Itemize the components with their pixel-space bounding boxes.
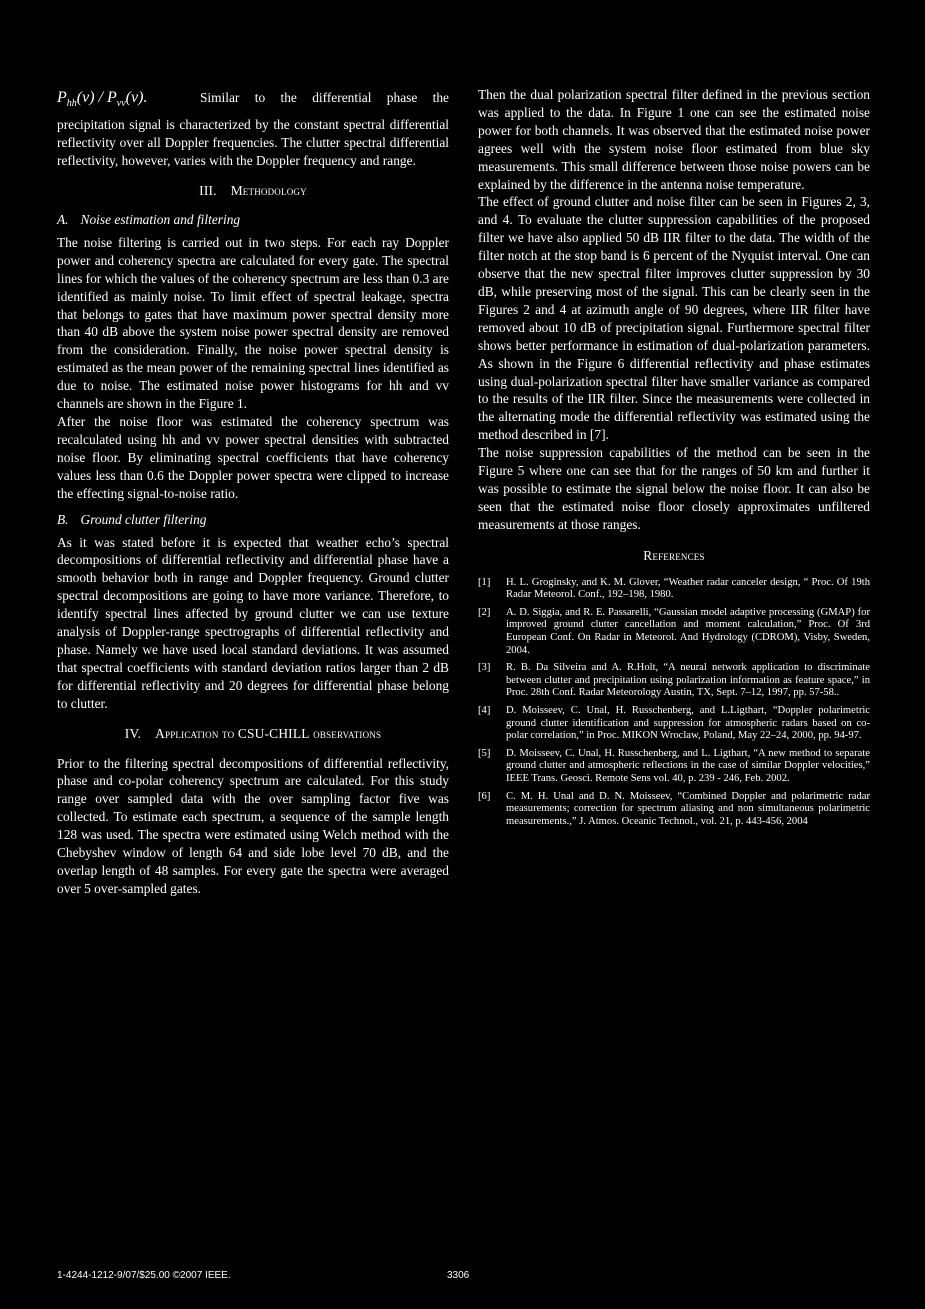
- reference-text: D. Moisseev, C. Unal, H. Russchenberg, and L.Ligthart, “Doppler polarimetric ground clutter identification and suppression for atmospheric radars based on co-polar correlation,” in Proc. MIKON Wroclaw, Poland, May 22–24, 2000, pp. 94-97.: [506, 705, 870, 742]
- references-heading: References: [643, 547, 705, 563]
- subsection-heading-noise: A. Noise estimation and filtering: [57, 211, 241, 227]
- reference-item: [478, 577, 870, 602]
- reference-text: D. Moisseev, C. Unal, H. Russchenberg, and L. Ligthart, “A new method to separate ground clutter and atmospheric reflections in the case of similar Doppler velocities,” IEEE Trans. Geosci. Remote Sens vol. 40, p. 239 - 246, Feb. 2002.: [506, 747, 870, 784]
- intro-paragraph: precipitation signal is characterized by the constant spectral differential reflectivity over all Doppler frequencies. The clutter spectral differential reflectivity, however, varies with the Doppler frequency and range.: [57, 117, 449, 168]
- results-paragraph-3: The noise suppression capabilities of the method can be seen in the Figure 5 where one can see that for the ranges of 50 km and further it was possible to estimate the signal below the noise floor. It can also be seen that the estimated noise floor closely approximates unfiltered measurements at those ranges.: [478, 445, 870, 532]
- clutter-paragraph: As it was stated before it is expected that weather echo’s spectral decompositions of differential reflectivity and differential phase have a smooth behavior both in range and Doppler frequency. Ground clutter spectral decompositions are going to have more variance. Therefore, to identify spectral lines affected by ground clutter we can use texture analysis of Doppler-range spectrographs of differential reflectivity and phase. Namely we have used local standard deviations. It was assumed that spectral coefficients with standard deviation ratios larger than 2 dB for differential reflectivity and 20 degrees for differential phase belong to clutter.: [57, 534, 449, 711]
- reference-item: [478, 662, 870, 700]
- reference-item: [478, 791, 870, 829]
- subsection-heading-clutter: B. Ground clutter filtering: [57, 511, 207, 527]
- reference-number: [5]: [478, 747, 491, 759]
- reference-item: [478, 705, 870, 743]
- reference-item: [478, 607, 870, 657]
- formula: $P_{hh}(v) / P_{vv}(v)$.: [57, 89, 148, 110]
- reference-number: [6]: [478, 790, 491, 802]
- reference-number: [4]: [478, 705, 491, 716]
- section-heading-methodology: III. Methodology: [199, 182, 307, 198]
- formula-trailing-text: Similar to the differential phase the: [199, 90, 449, 105]
- reference-text: H. L. Groginsky, and K. M. Glover, “Weather radar canceler design, “ Proc. Of 19th Radar Meteorol. Conf., 192–198, 1980.: [506, 576, 870, 601]
- reference-number: [1]: [478, 576, 491, 588]
- right-column: [478, 86, 870, 833]
- left-column: [57, 86, 449, 898]
- section-heading-application: IV. Application to CSU-CHILL observations: [124, 725, 382, 741]
- reference-number: [2]: [478, 606, 491, 618]
- results-paragraph-1: Then the dual polarization spectral filter defined in the previous section was applied to the data. In Figure 1 one can see the estimated noise power for both channels. It was observed that the estimated noise power agrees well with the system noise floor estimated from blue sky measurements. This small difference between those noise powers can be explained by the difference in the antenna noise temperature.: [478, 87, 870, 192]
- formula-line: [57, 86, 449, 116]
- results-paragraph-2: The effect of ground clutter and noise filter can be seen in Figures 2, 3, and 4. To evaluate the clutter suppression capabilities of the proposed filter we have also applied 50 dB IIR filter to the data. The width of the filter notch at the stop band is 6 percent of the Nyquist interval. One can observe that the new spectral filter improves clutter suppression by 30 dB, while preserving most of the signal. This can be clearly seen in the Figures 2 and 4 at azimuth angle of 90 degrees, where IIR filter have removed about 10 dB of precipitation signal. Furthermore spectral filter shows better performance in estimation of dual-polarization parameters. As shown in the Figure 6 differential reflectivity and phase estimates using dual-polarization spectral filter have smaller variance as compared to the results of the IIR filter. Since the measurements were collected in the alternating mode the differential reflectivity was estimated using the method described in [7].: [478, 194, 870, 443]
- reference-number: [3]: [478, 662, 491, 674]
- page-number: 3306: [447, 1270, 470, 1281]
- noise-paragraph-2: After the noise floor was estimated the coherency spectrum was recalculated using hh and vv power spectral densities with subtracted noise floor. By eliminating spectral coefficients that have coherency values less than 0.6 the Doppler power spectra were clipped to increase the effecting signal-to-noise ratio.: [57, 413, 449, 501]
- reference-list: [478, 577, 870, 829]
- noise-paragraph-1: The noise filtering is carried out in two steps. For each ray Doppler power and coherency spectra are calculated for every gate. The spectral lines for which the values of the coherency spectrum are less than 0.3 are identified as mainly noise. To limit effect of spectral leakage, spectra that belongs to gates that have maximum power spectral density more than 40 dB above the system noise power spectral density are removed from the consideration. Finally, the noise power spectral density is estimated as the mean power of the remaining spectral lines identified as due to noise. The estimated noise power histograms for hh and vv channels are shown in the Figure 1.: [57, 234, 449, 412]
- copyright-footer: 1-4244-1212-9/07/$25.00 ©2007 IEEE.: [57, 1270, 231, 1281]
- reference-text: R. B. Da Silveira and A. R.Holt, “A neural network application to discriminate between clutter and precipitation using polarization information as feature space,” in Proc. 28th Conf. Radar Meteorology Austin, TX, Sept. 7–12, 1997, pp. 57-58..: [506, 662, 870, 699]
- reference-item: [478, 748, 870, 786]
- reference-text: A. D. Siggia, and R. E. Passarelli, “Gaussian model adaptive processing (GMAP) for improved ground clutter cancellation and moment calculation,” Proc. Of 3rd European Conf. On Radar in Meteorol. And Hydrology (CDROM), Visby, Sweden, 2004.: [506, 606, 870, 656]
- reference-text: C. M. H. Unal and D. N. Moisseev, “Combined Doppler and polarimetric radar measurements; correction for spectrum aliasing and non simultaneous polarimetric measurements.,” J. Atmos. Oceanic Technol., vol. 21, p. 443-456, 2004: [506, 790, 870, 827]
- application-paragraph: Prior to the filtering spectral decompositions of differential reflectivity, phase and co-polar coherency spectrum are calculated. For this study range over sampled data with the over sampling factor five was collected. To estimate each spectrum, a sequence of the sample length 128 was used. The spectra were estimated using Welch method with the Chebyshev window of length 64 and side lobe level 70 dB, and the overlap length of 48 samples. For every gate the spectra were averaged over 5 over-sampled gates.: [57, 755, 449, 896]
